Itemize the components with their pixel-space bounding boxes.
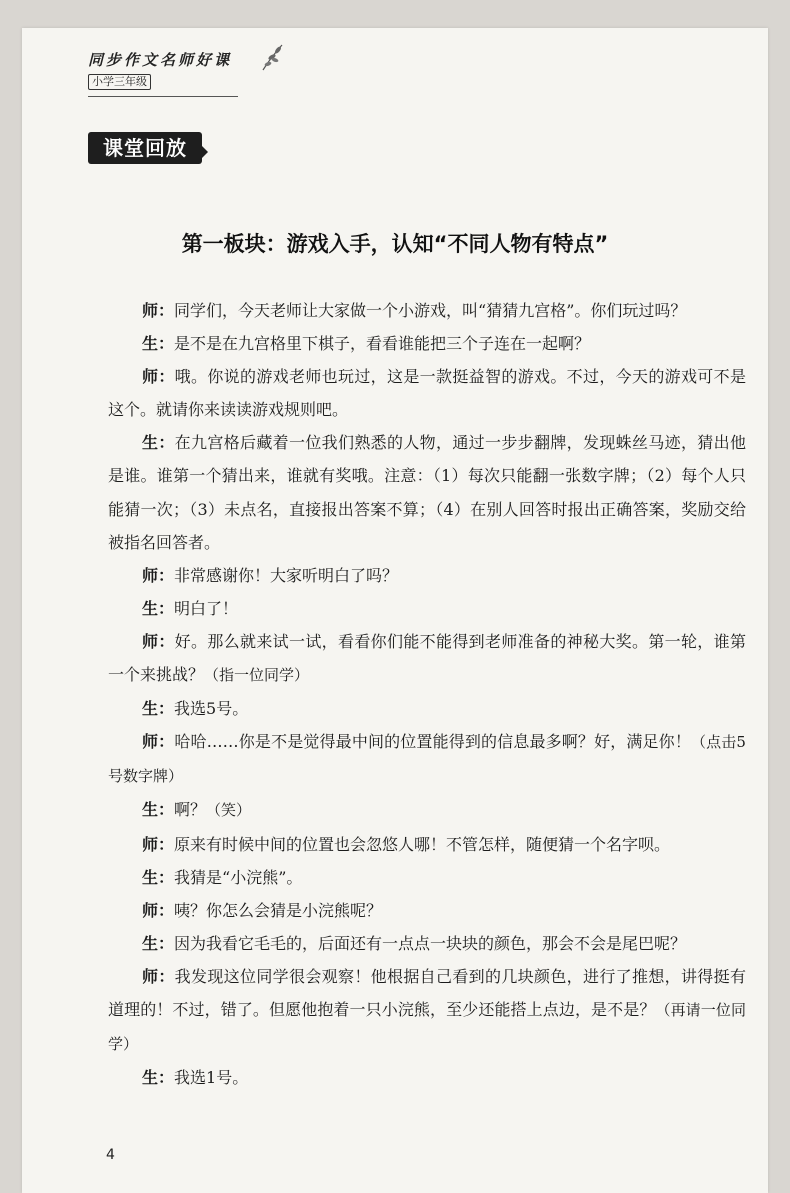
- dialogue-line: [108, 327, 746, 360]
- dialogue-text: 同学们，今天老师让大家做一个小游戏，叫“猜猜九宫格”。你们玩过吗？: [174, 301, 687, 320]
- speaker-label: 生：: [142, 598, 175, 618]
- dialogue-text: 因为我看它毛毛的，后面还有一点点一块块的颜色，那会不会是尾巴呢？: [174, 933, 687, 953]
- dialogue-text: 我发现这位同学很会观察！他根据自己看到的几块颜色，进行了推想，讲得挺有道理的！不过，错了。但愿他抱着一只小浣熊，至少还能搭上点边，是不是？: [108, 966, 746, 1019]
- dialogue-line: [108, 360, 746, 426]
- dialogue-line: [108, 426, 746, 558]
- dialogue-text: 好。那么就来试一试，看看你们能不能得到老师准备的神秘大奖。第一轮，谁第一个来挑战？: [108, 631, 746, 685]
- dialogue-text: 哈哈……你是不是觉得最中间的位置能得到的信息最多啊？好，满足你！: [174, 732, 691, 752]
- dialogue-text: 啊？: [174, 800, 207, 820]
- speaker-label: 师：: [142, 631, 175, 651]
- dialogue-line: [108, 625, 746, 692]
- grade-badge: 小学三年级: [88, 74, 151, 90]
- dialogue-line: [108, 725, 746, 793]
- speaker-label: 生：: [142, 1068, 175, 1088]
- dialogue-line: [108, 793, 746, 827]
- speaker-label: 师：: [142, 900, 175, 920]
- dialogue-text: 哦。你说的游戏老师也玩过，这是一款挺益智的游戏。不过，今天的游戏可不是这个。就请你来读读游戏规则吧。: [108, 367, 746, 420]
- dialogue-line: [108, 960, 746, 1061]
- speaker-label: 生：: [142, 933, 175, 953]
- dialogue-line: [108, 559, 746, 592]
- stage-direction: （指一位同学）: [204, 666, 310, 685]
- dialogue-line: [108, 927, 746, 960]
- dialogue-text: 明白了！: [174, 598, 239, 618]
- dialogue-text: 在九宫格后藏着一位我们熟悉的人物，通过一步步翻牌，发现蛛丝马迹，猜出他是谁。谁第一个猜出来，谁就有奖哦。注意：（1）每次只能翻一张数字牌；（2）每个人只能猜一次；（3）未点名，直接报出答案不算；（4）在别人回答时报出正确答案，奖励交给被指名回答者。: [108, 433, 746, 552]
- dialogue-text: 非常感谢你！大家听明白了吗？: [174, 565, 399, 585]
- dialogue-line: [108, 828, 746, 861]
- stage-direction: （笑）: [206, 801, 252, 820]
- speaker-label: 生：: [142, 800, 175, 820]
- stage-direction: （再请一位同学）: [108, 1000, 746, 1054]
- dialogue-line: [108, 692, 746, 725]
- speaker-label: 师：: [142, 367, 175, 387]
- speaker-label: 师：: [142, 966, 175, 986]
- block-heading: 第一板块：游戏入手，认知“不同人物有特点”: [181, 232, 609, 256]
- dialogue-text: 我选1号。: [174, 1068, 249, 1088]
- dialogue-line: [108, 1061, 746, 1094]
- dialogue-text: 我猜是“小浣熊”。: [174, 867, 303, 887]
- section-tag: [88, 132, 210, 164]
- leaf-sprig-icon: [260, 42, 286, 72]
- speaker-label: 生：: [142, 334, 175, 354]
- series-title: 同步作文名师好课: [88, 51, 233, 69]
- speaker-label: 师：: [142, 834, 175, 854]
- dialogue-text: 是不是在九宫格里下棋子，看看谁能把三个子连在一起啊？: [174, 334, 591, 354]
- header-rule: [88, 96, 238, 97]
- dialogue-text: 原来有时候中间的位置也会忽悠人哪！不管怎样，随便猜一个名字呗。: [174, 834, 671, 854]
- running-header: [88, 50, 232, 90]
- dialogue-text: 我选5号。: [174, 699, 249, 719]
- page-number: 4: [106, 1147, 115, 1163]
- dialogue-line: [108, 294, 746, 327]
- speaker-label: 师：: [142, 301, 175, 320]
- speaker-label: 生：: [142, 699, 175, 719]
- dialogue-line: [108, 894, 746, 927]
- dialogue-line: [108, 861, 746, 894]
- dialogue-body: [108, 294, 746, 1094]
- speaker-label: 师：: [142, 732, 175, 752]
- speaker-label: 生：: [142, 433, 175, 453]
- speaker-label: 师：: [142, 565, 175, 585]
- section-tag-label: 课堂回放: [103, 136, 187, 160]
- stage-direction: （点击5号数字牌）: [108, 733, 746, 786]
- dialogue-text: 咦？你怎么会猜是小浣熊呢？: [174, 900, 383, 920]
- dialogue-line: [108, 592, 746, 625]
- speaker-label: 生：: [142, 867, 175, 887]
